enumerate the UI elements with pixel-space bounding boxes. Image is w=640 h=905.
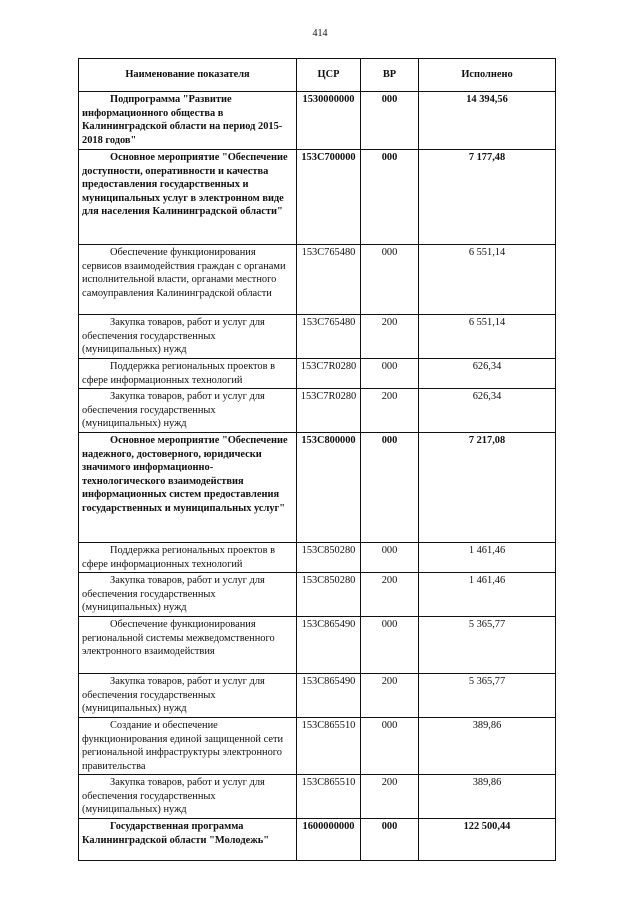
row-vr: 000 bbox=[361, 543, 419, 573]
row-csr: 153С865510 bbox=[297, 718, 361, 775]
table-row bbox=[79, 573, 556, 617]
row-csr: 153С765480 bbox=[297, 315, 361, 359]
row-name: Государственная программа Калининградской области "Молодежь" bbox=[79, 819, 297, 861]
row-done: 626,34 bbox=[419, 359, 556, 389]
row-csr: 153С7R0280 bbox=[297, 359, 361, 389]
row-name: Создание и обеспечение функционирования единой защищенной сети региональной инфраструктуры электронного правительства bbox=[79, 718, 297, 775]
row-vr: 000 bbox=[361, 245, 419, 315]
row-name: Поддержка региональных проектов в сфере информационных технологий bbox=[79, 543, 297, 573]
header-name: Наименование показателя bbox=[79, 59, 297, 92]
row-vr: 000 bbox=[361, 150, 419, 245]
table-row bbox=[79, 389, 556, 433]
row-csr: 153С865490 bbox=[297, 617, 361, 674]
row-name: Подпрограмма "Развитие информационного общества в Калининградской области на период 2015-2018 годов" bbox=[79, 92, 297, 150]
row-name: Закупка товаров, работ и услуг для обеспечения государственных (муниципальных) нужд bbox=[79, 315, 297, 359]
row-name: Закупка товаров, работ и услуг для обеспечения государственных (муниципальных) нужд bbox=[79, 573, 297, 617]
row-vr: 200 bbox=[361, 775, 419, 819]
row-vr: 200 bbox=[361, 674, 419, 718]
row-done: 389,86 bbox=[419, 718, 556, 775]
table-row bbox=[79, 617, 556, 674]
page-number: 414 bbox=[312, 28, 328, 39]
row-vr: 000 bbox=[361, 819, 419, 861]
table-row bbox=[79, 433, 556, 543]
row-csr: 1530000000 bbox=[297, 92, 361, 150]
row-vr: 000 bbox=[361, 617, 419, 674]
row-name: Закупка товаров, работ и услуг для обеспечения государственных (муниципальных) нужд bbox=[79, 674, 297, 718]
table-row bbox=[79, 775, 556, 819]
row-name: Обеспечение функционирования сервисов взаимодействия граждан с органами исполнительной власти, органами местного самоуправления Калининградской области bbox=[79, 245, 297, 315]
row-vr: 000 bbox=[361, 359, 419, 389]
row-vr: 000 bbox=[361, 718, 419, 775]
table-row bbox=[79, 359, 556, 389]
table-row bbox=[79, 819, 556, 861]
row-csr: 153С850280 bbox=[297, 543, 361, 573]
header-vr: ВР bbox=[361, 59, 419, 92]
row-done: 1 461,46 bbox=[419, 543, 556, 573]
row-vr: 200 bbox=[361, 315, 419, 359]
row-name: Основное мероприятие "Обеспечение надежного, достоверного, юридически значимого информационно-технологического взаимодействия информационных систем предоставления государственных и муниципальных услуг" bbox=[79, 433, 297, 543]
table-header-row bbox=[79, 59, 556, 92]
row-name: Закупка товаров, работ и услуг для обеспечения государственных (муниципальных) нужд bbox=[79, 389, 297, 433]
row-name: Поддержка региональных проектов в сфере информационных технологий bbox=[79, 359, 297, 389]
row-vr: 000 bbox=[361, 92, 419, 150]
table-row bbox=[79, 92, 556, 150]
row-name: Обеспечение функционирования региональной системы межведомственного электронного взаимодействия bbox=[79, 617, 297, 674]
table-row bbox=[79, 718, 556, 775]
row-csr: 153С800000 bbox=[297, 433, 361, 543]
row-csr: 153С700000 bbox=[297, 150, 361, 245]
row-csr: 153С765480 bbox=[297, 245, 361, 315]
table-row bbox=[79, 245, 556, 315]
row-done: 5 365,77 bbox=[419, 674, 556, 718]
row-csr: 153С7R0280 bbox=[297, 389, 361, 433]
table-row bbox=[79, 543, 556, 573]
row-done: 14 394,56 bbox=[419, 92, 556, 150]
row-done: 122 500,44 bbox=[419, 819, 556, 861]
table-row bbox=[79, 315, 556, 359]
header-csr: ЦСР bbox=[297, 59, 361, 92]
row-done: 5 365,77 bbox=[419, 617, 556, 674]
table-row bbox=[79, 674, 556, 718]
row-name: Основное мероприятие "Обеспечение доступности, оперативности и качества предоставления государственных и муниципальных услуг в электронном виде для населения Калининградской области" bbox=[79, 150, 297, 245]
row-vr: 200 bbox=[361, 389, 419, 433]
row-done: 6 551,14 bbox=[419, 315, 556, 359]
row-csr: 153С865490 bbox=[297, 674, 361, 718]
row-done: 1 461,46 bbox=[419, 573, 556, 617]
header-done: Исполнено bbox=[419, 59, 556, 92]
row-done: 7 177,48 bbox=[419, 150, 556, 245]
row-csr: 153С865510 bbox=[297, 775, 361, 819]
budget-table bbox=[78, 58, 556, 861]
row-csr: 153С850280 bbox=[297, 573, 361, 617]
row-done: 389,86 bbox=[419, 775, 556, 819]
row-done: 6 551,14 bbox=[419, 245, 556, 315]
row-vr: 000 bbox=[361, 433, 419, 543]
table-row bbox=[79, 150, 556, 245]
row-name: Закупка товаров, работ и услуг для обеспечения государственных (муниципальных) нужд bbox=[79, 775, 297, 819]
row-csr: 1600000000 bbox=[297, 819, 361, 861]
row-vr: 200 bbox=[361, 573, 419, 617]
row-done: 7 217,08 bbox=[419, 433, 556, 543]
row-done: 626,34 bbox=[419, 389, 556, 433]
